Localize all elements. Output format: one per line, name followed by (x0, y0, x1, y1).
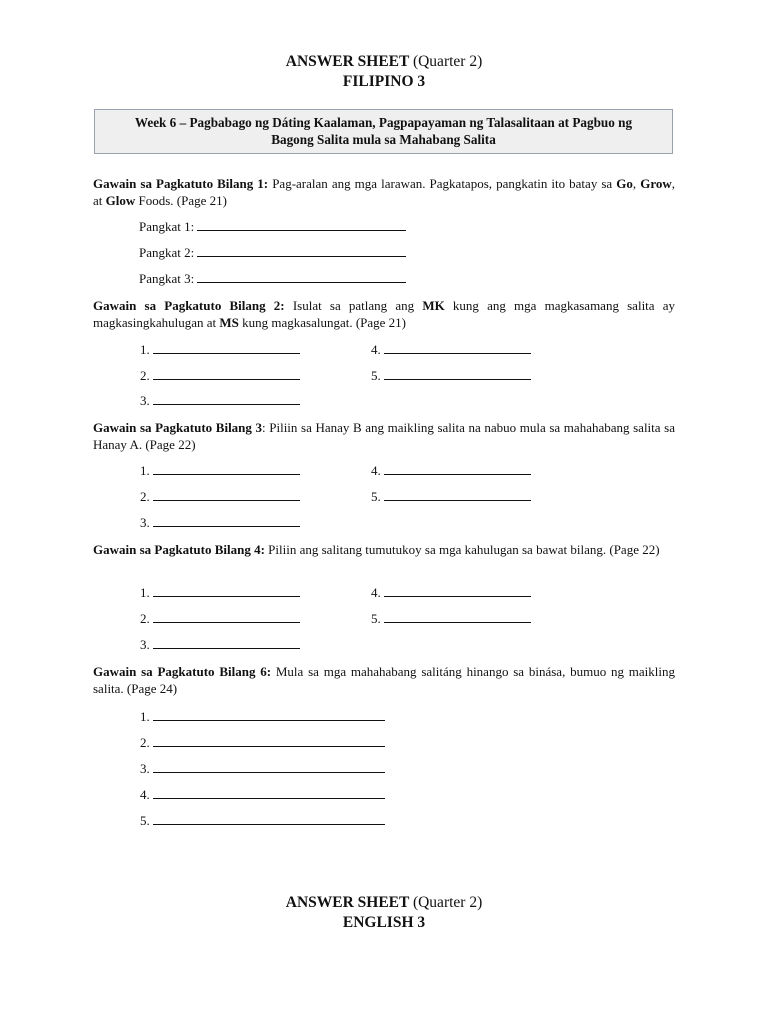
answer-blank[interactable] (153, 708, 385, 721)
activity-3-item (371, 462, 531, 479)
week-topic-line1: Week 6 – Pagbabago ng Dáting Kaalaman, Pagpapayaman ng Talasalitaan at Pagbuo ng (134, 115, 633, 130)
mk-label: MK (422, 298, 445, 313)
answer-blank[interactable] (153, 786, 385, 799)
activity-6-item (140, 734, 385, 751)
answer-blank[interactable] (153, 610, 300, 623)
item-number: 3. (140, 515, 150, 530)
item-number: 2. (140, 735, 150, 750)
sheet-title-2 (0, 893, 768, 913)
title-quarter: (Quarter 2) (412, 894, 483, 911)
activity-2-text-b: kung ang mga magkasamang salita ay magkasingkahulugan at (93, 298, 676, 330)
activity-3-item (140, 514, 300, 531)
activity-4-item (140, 610, 300, 627)
activity-4-text: Piliin ang salitang tumutukoy sa mga kahulugan sa bawat bilang. (Page 22) (268, 542, 660, 557)
activity-2-instructions (93, 297, 675, 331)
glow-label: Glow (105, 193, 136, 208)
group-3-row (139, 270, 406, 287)
answer-blank[interactable] (153, 392, 300, 405)
group-2-row (139, 244, 406, 261)
activity-3-label: Gawain sa Pagkatuto Bilang 3 (93, 420, 263, 435)
activity-3-instructions (93, 419, 675, 453)
comma: , (632, 176, 637, 191)
activity-2-item (140, 341, 300, 358)
ms-label: MS (219, 315, 239, 330)
item-number: 4. (371, 585, 381, 600)
subject-title: FILIPINO 3 (342, 73, 426, 90)
sheet-title (0, 52, 768, 72)
activity-6-item (140, 786, 385, 803)
item-number: 1. (140, 585, 150, 600)
activity-1-text-b: , at (93, 176, 676, 208)
item-number: 5. (371, 489, 381, 504)
answer-blank[interactable] (384, 462, 531, 475)
activity-3-text: : Piliin sa Hanay B ang maikling salita na nabuo mula sa mahahabang salita sa Hanay A. (Page 22) (93, 420, 675, 452)
item-number: 3. (140, 393, 150, 408)
item-number: 1. (140, 342, 150, 357)
activity-6-instructions (93, 663, 675, 697)
item-number: 2. (140, 489, 150, 504)
activity-4-item (140, 636, 300, 653)
item-number: 3. (140, 761, 150, 776)
answer-blank[interactable] (197, 218, 406, 231)
title-text: ANSWER SHEET (285, 53, 410, 70)
activity-2-label: Gawain sa Pagkatuto Bilang 2: (93, 298, 285, 313)
activity-2-item (371, 367, 531, 384)
activity-4-item (371, 584, 531, 601)
answer-blank[interactable] (153, 812, 385, 825)
answer-blank[interactable] (153, 462, 300, 475)
activity-2-text-a: Isulat sa patlang ang (292, 298, 415, 313)
activity-4-item (140, 584, 300, 601)
answer-blank[interactable] (384, 610, 531, 623)
activity-6-label: Gawain sa Pagkatuto Bilang 6: (93, 664, 272, 679)
item-number: 2. (140, 368, 150, 383)
item-number: 5. (371, 611, 381, 626)
answer-blank[interactable] (384, 341, 531, 354)
go-label: Go (616, 176, 633, 191)
activity-1-label: Gawain sa Pagkatuto Bilang 1: (93, 176, 269, 191)
answer-blank[interactable] (153, 636, 300, 649)
activity-2-item (140, 392, 300, 409)
answer-blank[interactable] (153, 488, 300, 501)
week-topic-box (94, 109, 673, 154)
activity-2-item (140, 367, 300, 384)
title-text: ANSWER SHEET (285, 894, 410, 911)
group-label: Pangkat 3: (139, 271, 195, 286)
item-number: 4. (371, 463, 381, 478)
item-number: 1. (140, 463, 150, 478)
item-number: 5. (140, 813, 150, 828)
answer-blank[interactable] (197, 270, 406, 283)
answer-blank[interactable] (197, 244, 406, 257)
title-quarter: (Quarter 2) (412, 53, 483, 70)
group-label: Pangkat 2: (139, 245, 195, 260)
week-topic-line2: Bagong Salita mula sa Mahabang Salita (271, 132, 496, 147)
activity-2-text-c: kung magkasalungat. (Page 21) (242, 315, 407, 330)
item-number: 5. (371, 368, 381, 383)
answer-blank[interactable] (153, 584, 300, 597)
answer-blank[interactable] (384, 584, 531, 597)
activity-4-item (371, 610, 531, 627)
answer-blank[interactable] (153, 760, 385, 773)
item-number: 3. (140, 637, 150, 652)
item-number: 4. (371, 342, 381, 357)
activity-4-label: Gawain sa Pagkatuto Bilang 4: (93, 542, 265, 557)
item-number: 1. (140, 709, 150, 724)
activity-2-item (371, 341, 531, 358)
group-label: Pangkat 1: (139, 219, 195, 234)
activity-3-item (140, 488, 300, 505)
subject-title-2: ENGLISH 3 (342, 914, 426, 931)
activity-6-item (140, 812, 385, 829)
grow-label: Grow (640, 176, 672, 191)
item-number: 2. (140, 611, 150, 626)
answer-blank[interactable] (153, 514, 300, 527)
activity-6-item (140, 760, 385, 777)
activity-1-text-c: Foods. (Page 21) (138, 193, 227, 208)
activity-1-instructions (93, 175, 675, 209)
item-number: 4. (140, 787, 150, 802)
answer-blank[interactable] (384, 367, 531, 380)
answer-blank[interactable] (384, 488, 531, 501)
activity-6-item (140, 708, 385, 725)
activity-4-instructions (93, 541, 675, 558)
answer-blank[interactable] (153, 734, 385, 747)
activity-3-item (140, 462, 300, 479)
activity-1-text-a: Pag-aralan ang mga larawan. Pagkatapos, pangkatin ito batay sa (272, 176, 613, 191)
answer-blank[interactable] (153, 341, 300, 354)
group-1-row (139, 218, 406, 235)
activity-6-text: Mula sa mga mahahabang salitáng hinango sa binása, bumuo ng maikling salita. (Page 24) (93, 664, 676, 696)
answer-blank[interactable] (153, 367, 300, 380)
activity-3-item (371, 488, 531, 505)
